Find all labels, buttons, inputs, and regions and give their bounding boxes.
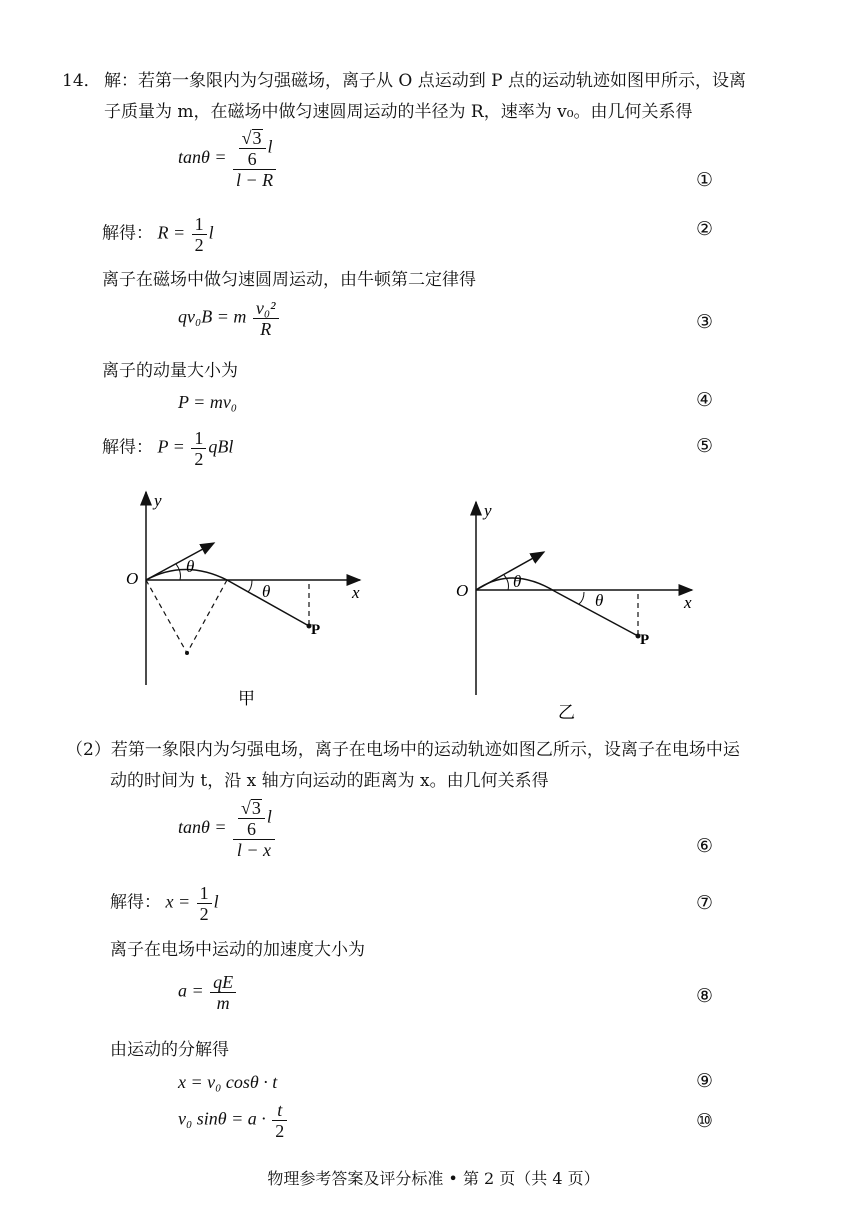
dashed-radius	[146, 580, 187, 653]
equation-number: ②	[696, 218, 714, 240]
theta-label: θ	[513, 572, 522, 591]
equation-4: P = mv₀	[178, 392, 238, 412]
eq-label: 解得：	[102, 437, 153, 458]
equation-7	[110, 883, 219, 924]
x-label: x	[352, 583, 360, 602]
equation-number: ①	[696, 169, 714, 191]
y-label: y	[484, 501, 492, 520]
eq-lhs: a =	[178, 980, 204, 1001]
fraction: $\frac{1}{2}$	[191, 428, 206, 469]
paragraph-line: 离子在电场中运动的加速度大小为	[110, 940, 365, 960]
theta-label: θ	[262, 582, 271, 601]
paragraph-line: 子质量为 m，在磁场中做匀速圆周运动的半径为 R，速率为 v₀。由几何关系得	[104, 102, 693, 122]
paragraph-line: 离子在磁场中做匀速圆周运动，由牛顿第二定律得	[102, 270, 476, 290]
equation-6	[178, 798, 277, 860]
equation-number: ⑤	[696, 435, 714, 457]
y-label: y	[154, 491, 162, 510]
dashed-radius	[187, 580, 227, 653]
eq-lhs: tanθ =	[178, 147, 227, 168]
paragraph-line: （2）若第一象限内为匀强电场，离子在电场中的运动轨迹如图乙所示，设离子在电场中运	[66, 740, 740, 760]
origin-label: O	[456, 581, 469, 600]
numerator-var: l	[267, 136, 273, 157]
equation-1	[178, 128, 278, 190]
inner-denominator: 6	[246, 819, 256, 839]
equation-number: ⑦	[696, 892, 714, 914]
eq-lhs: tanθ =	[178, 817, 227, 838]
paragraph-line: 动的时间为 t，沿 x 轴方向运动的距离为 x。由几何关系得	[110, 771, 549, 791]
inner-fraction: $\frac{√3}{6}$	[239, 128, 266, 169]
fraction	[233, 128, 276, 190]
fraction: $\frac{\text{v₀²}}{R}$	[253, 298, 279, 339]
eq-lhs: qv₀B = m	[178, 306, 247, 327]
equation-number: ⑩	[696, 1110, 714, 1132]
page-footer: 物理参考答案及评分标准 • 第 2 页（共 4 页）	[267, 1169, 600, 1188]
fraction: $\frac{1}{2}$	[197, 883, 212, 924]
equation-number: ③	[696, 311, 714, 333]
denominator: l − x	[236, 840, 272, 860]
equation-2	[102, 214, 214, 255]
figure-jia	[110, 480, 380, 710]
problem-number: 14．	[62, 71, 101, 91]
eq-label: 解得：	[102, 223, 153, 244]
angle-arc	[579, 592, 584, 604]
sqrt-radicand: 3	[252, 128, 262, 148]
paragraph-line: 离子的动量大小为	[102, 361, 238, 381]
fraction: $\frac{qE}{m}$	[210, 972, 236, 1013]
sqrt-radicand: 3	[251, 798, 261, 818]
equation-number: ④	[696, 389, 714, 411]
angle-arc	[504, 575, 509, 590]
equation-3	[178, 298, 281, 339]
angle-arc	[248, 580, 252, 592]
eq-lhs: x =	[165, 891, 191, 912]
fraction: $\frac{1}{2}$	[192, 214, 207, 255]
inner-denominator: 6	[247, 149, 257, 169]
equation-10	[178, 1100, 289, 1141]
p-label: P	[311, 622, 321, 638]
paragraph-line: 由运动的分解得	[110, 1040, 229, 1060]
theta-label: θ	[186, 557, 195, 576]
equation-8	[178, 972, 238, 1013]
denominator: l − R	[236, 170, 274, 190]
figure-caption: 乙	[558, 703, 575, 722]
equation-number: ⑥	[696, 835, 714, 857]
equation-number: ⑨	[696, 1070, 714, 1092]
figure-yi	[440, 490, 710, 725]
eq-lhs: P =	[157, 436, 185, 457]
eq-label: 解得：	[110, 892, 161, 913]
theta-label: θ	[595, 591, 604, 610]
inner-fraction: $\frac{√3}{6}$	[238, 798, 265, 839]
eq-lhs: v₀ sinθ = a ·	[178, 1108, 266, 1129]
paragraph-line: 解：若第一象限内为匀强磁场，离子从 O 点运动到 P 点的运动轨迹如图甲所示，设离	[104, 71, 746, 91]
figure-caption: 甲	[238, 689, 255, 708]
origin-label: O	[126, 569, 139, 588]
numerator-var: l	[266, 806, 272, 827]
fraction: $\frac{t}{2}$	[272, 1100, 287, 1141]
eq-var: qBl	[208, 436, 234, 457]
center-point	[185, 651, 189, 655]
eq-var: l	[213, 891, 219, 912]
x-label: x	[684, 593, 692, 612]
eq-lhs: R =	[157, 222, 186, 243]
eq-var: l	[208, 222, 214, 243]
fraction	[233, 798, 275, 860]
p-label: P	[640, 632, 650, 648]
equation-number: ⑧	[696, 985, 714, 1007]
equation-5	[102, 428, 233, 469]
equation-9: x = v₀ cosθ · t	[178, 1072, 278, 1092]
angle-arc	[176, 564, 181, 580]
